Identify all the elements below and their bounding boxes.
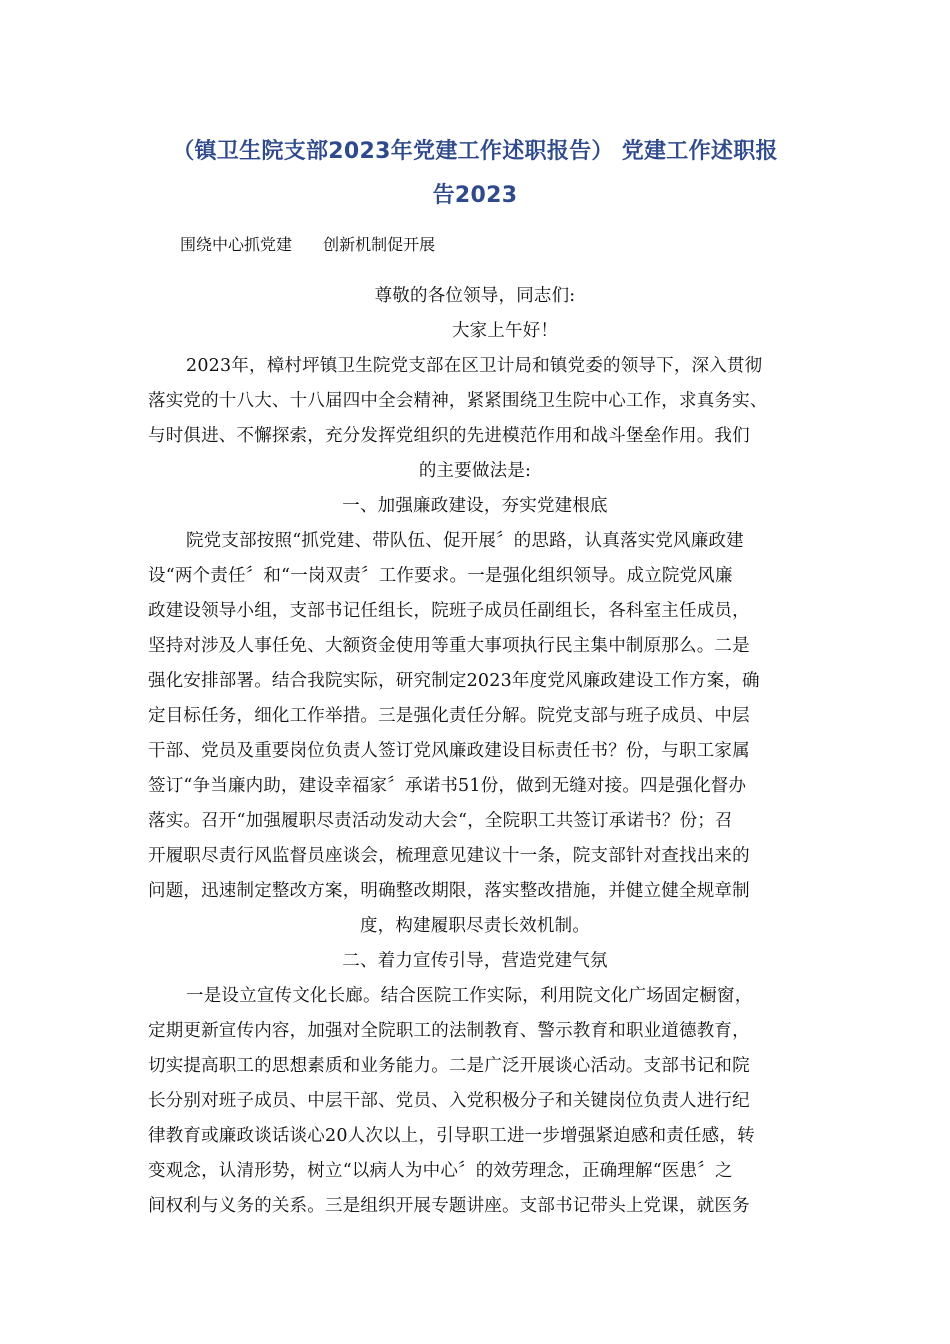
body-line: 2023年，樟村坪镇卫生院党支部在区卫计局和镇党委的领导下，深入贯彻 [186,356,763,376]
body-line: 政建设领导小组，支部书记任组长，院班子成员任副组长，各科室主任成员， [148,601,750,621]
body-line: 签订“争当廉内助，建设幸福家〞承诺书51份，做到无缝对接。四是强化督办 [148,776,747,796]
body-line: 的主要做法是: [418,461,532,481]
body-line: 律教育或廉政谈话谈心20人次以上，引导职工进一步增强紧迫感和责任感，转 [148,1126,755,1146]
body-line: 落实。召开“加强履职尽责活动发动大会“，全院职工共签订承诺书？份；召 [148,811,733,831]
body-line: 间权利与义务的关系。三是组织开展专题讲座。支部书记带头上党课，就医务 [148,1196,750,1216]
section-heading-1: 一、加强廉政建设，夯实党建根底 [342,496,608,516]
document-title-line-1: （镇卫生院支部2023年党建工作述职报告） 党建工作述职报 [172,139,778,164]
body-line: 干部、党员及重要岗位负责人签订党风廉政建设目标责任书？份，与职工家属 [148,741,750,761]
body-line: 长分别对班子成员、中层干部、党员、入党积极分子和关键岗位负责人进行纪 [148,1091,750,1111]
body-line: 与时俱进、不懈探索，充分发挥党组织的先进模范作用和战斗堡垒作用。我们 [148,426,750,446]
body-line: 强化安排部署。结合我院实际，研究制定2023年度党风廉政建设工作方案，确 [148,671,760,691]
section-heading-2: 二、着力宣传引导，营造党建气氛 [342,951,608,971]
document-subtitle [180,232,461,255]
body-line: 坚持对涉及人事任免、大额资金使用等重大事项执行民主集中制原那么。二是 [148,636,750,656]
greeting: 大家上午好！ [451,321,559,341]
body-line: 切实提高职工的思想素质和业务能力。二是广泛开展谈心活动。支部书记和院 [148,1056,750,1076]
body-line: 问题，迅速制定整改方案，明确整改期限，落实整改措施，并健立健全规章制 [148,881,750,901]
body-line: 定期更新宣传内容，加强对全院职工的法制教育、警示教育和职业道德教育， [148,1021,750,1041]
body-line: 落实党的十八大、十八届四中全会精神，紧紧围绕卫生院中心工作，求真务实、 [148,391,768,411]
document-title-line-2: 告2023 [432,183,518,208]
subtitle-part-b: 创新机制促开展 [323,235,436,254]
body-line: 定目标任务，细化工作举措。三是强化责任分解。院党支部与班子成员、中层 [148,706,750,726]
body-line: 一是设立宣传文化长廊。结合医院工作实际，利用院文化广场固定橱窗， [186,986,753,1006]
body-line: 院党支部按照“抓党建、带队伍、促开展〞的思路，认真落实党风廉政建 [186,531,744,551]
body-line: 度，构建履职尽责长效机制。 [359,916,591,936]
subtitle-part-a: 围绕中心抓党建 [180,235,293,254]
body-line: 设“两个责任〞和“一岗双责〞工作要求。一是强化组织领导。成立院党风廉 [148,566,733,586]
body-line: 变观念，认清形势，树立“以病人为中心〞的效劳理念，正确理解“医患〞之 [148,1161,733,1181]
body-line: 开履职尽责行风监督员座谈会，梳理意见建议十一条，院支部针对查找出来的 [148,846,750,866]
salutation: 尊敬的各位领导，同志们: [374,286,576,306]
